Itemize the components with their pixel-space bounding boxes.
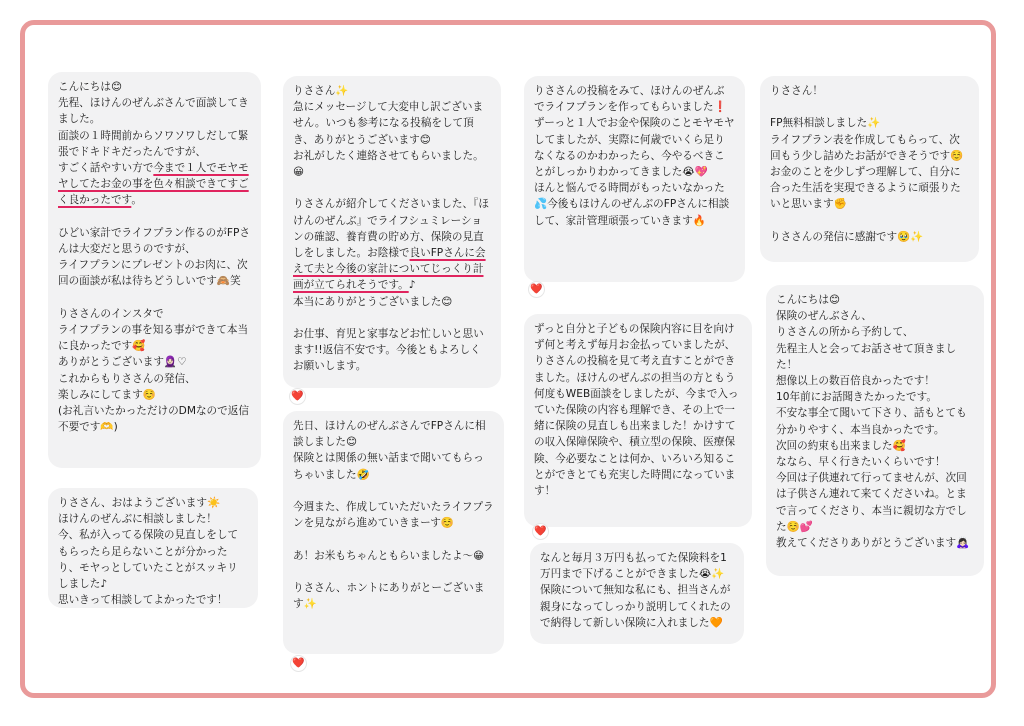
message-bubble-8: りささん！ FP無料相談しました✨ ライフプラン表を作成してもらって、次回もう少し詰めたお話ができそうです☺️ お金のことを少しずつ理解して、自分に合った生活を実現できるように頑張りたいと思います✊ りささんの発信に感謝です🥹✨ xyxy=(760,76,979,262)
heart-reaction: ❤️ xyxy=(530,284,543,295)
heart-reaction: ❤️ xyxy=(534,526,547,537)
message-bubble-4: 先日、ほけんのぜんぶさんでFPさんに相談しました😊 保険とは関係の無い話まで聞いてもらっちゃいました🤣 今週また、作成していただいたライフプランを見ながら進めていきまーす☺️ あ！お米もちゃんともらいましたよ〜😁 りささん、ホントにありがとーございます✨ xyxy=(283,411,504,654)
underlined-text: 良いFPさんに会えて夫と今後の家計についてじっくり計画が立てられそうです。 xyxy=(293,247,486,292)
message-bubble-2: りささん、おはようございます☀️ ほけんのぜんぶに相談しました！ 今、私が入ってる保険の見直しをしてもらったら足らないことが分かったり、モヤっとしていたことがスッキリしました♪ 思いきって相談してよかったです！ xyxy=(48,488,258,608)
message-bubble-6: ずっと自分と子どもの保険内容に目を向けず何と考えず毎月お金払っていましたが、りささんの投稿を見て考え直すことができました。ほけんのぜんぶの担当の方ともう何度もWEB面談をしましたが、今まで入っていた保険の内容も理解でき、その上で一緒に保険の見直しも出来ました！かけすての収入保障保険や、積立型の保険、医療保険、今必要なことは何か、いろいろ知ることができとても充実した時間になっています！ xyxy=(524,314,752,527)
heart-reaction: ❤️ xyxy=(292,658,305,669)
message-bubble-5: りささんの投稿をみて、ほけんのぜんぶでライフプランを作ってもらいました❗️ ずーっと１人でお金や保険のことモヤモヤしてましたが、実際に何歳でいくら足りなくなるのかわかったら、今やるべきことがしっかりわかってきました😭💖 ほんと悩んでる時間がもったいなかった💦今後もほけんのぜんぶのFPさんに相談して、家計管理頑張っていきます🔥 xyxy=(524,76,745,282)
message-bubble-3: りささん✨ 急にメッセージして大変申し訳ございません。いつも参考になる投稿をして頂き、ありがとうございます😊 お礼がしたく連絡させてもらいました。😀 りささんが紹介してくださいました、『ほけんのぜんぶ』でライフシュミレーションの確認、養育費の貯め方、保険の見直しをしました。お陰様で良いFPさんに会えて夫と今後の家計についてじっくり計画が立てられそうです。♪ 本当にありがとうございました😊 お仕事、育児と家事などお忙しいと思います!!返信不安です。今後ともよろしくお願いします。 xyxy=(283,76,501,388)
message-bubble-9: こんにちは😊 保険のぜんぶさん、 りささんの所から予約して、 先程主人と会ってお話させて頂きました！ 想像以上の数百倍良かったです！ 10年前にお話聞きたかったです。 不安な事全て聞いて下さり、話もとても分かりやすく、本当良かったです。 次回の約束も出来ました🥰 ななら、早く行きたいくらいです！ 今回は子供連れて行ってませんが、次回は子供さん連れて来てくださいね。とまで言ってくださり、本当に親切な方でした☺️💕 教えてくださりありがとうございます🙇🏻‍♀️ xyxy=(766,285,984,576)
message-bubble-1: こんにちは😊 先程、ほけんのぜんぶさんで面談してきました。 面談の１時間前からソワソワしだして緊張でドキドキだったんですが、 すごく話やすい方で今まで１人でモヤモヤしてたお金の事を色々相談できてすごく良かったです。 ひどい家計でライフプラン作るのがFPさんは大変だと思うのですが、 ライフプランにプレゼントのお肉に、次回の面談が私は待ちどうしいです🙈笑 りささんのインスタで ライフプランの事を知る事ができて本当に良かったです🥰 ありがとうございます🧕🏻♡ これからもりささんの発信、 楽しみにしてます☺️ (お礼言いたかっただけのDMなので返信不要です🫶) xyxy=(48,72,261,468)
message-bubble-7: なんと毎月３万円も払ってた保険料を1万円まで下げることができました😭✨保険について無知な私にも、担当さんが親身になってしっかり説明してくれたので納得して新しい保険に入れました🧡 xyxy=(530,543,744,644)
heart-reaction: ❤️ xyxy=(291,391,304,402)
underlined-text: 今まで１人でモヤモヤしてたお金の事を色々相談できてすごく良かったです xyxy=(58,162,249,207)
